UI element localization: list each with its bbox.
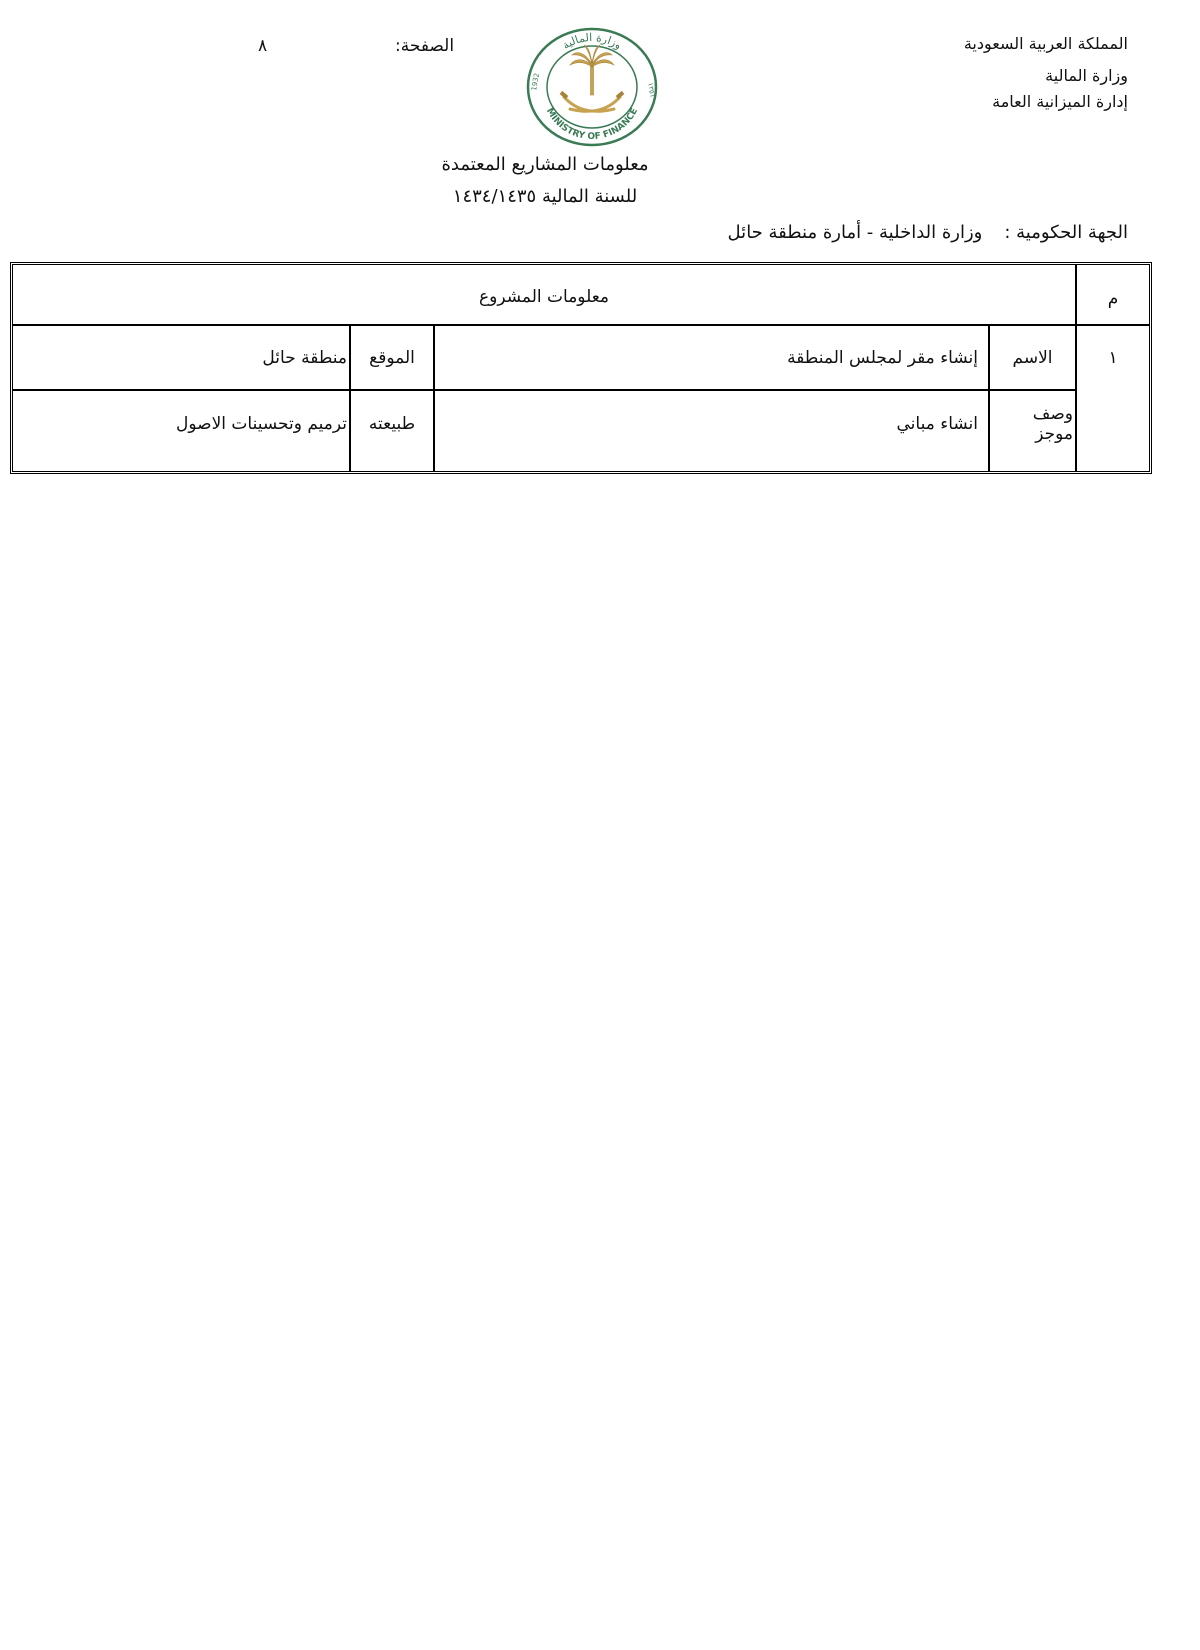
document-title: معلومات المشاريع المعتمدة <box>441 154 649 175</box>
logo-english-text: MINISTRY OF FINANCE <box>543 106 641 143</box>
logo-arabic-text: وزارة المالية <box>559 30 625 53</box>
page-label: الصفحة: <box>395 36 455 56</box>
svg-text:وزارة المالية <box>560 31 624 52</box>
project-table <box>10 262 1152 474</box>
description-label: وصف موجز <box>1032 404 1073 444</box>
logo-year-right: ١٣٥١ <box>646 81 657 99</box>
palm-icon <box>570 45 614 95</box>
logo-year-left: 1932 <box>530 72 542 92</box>
header-project-info: معلومات المشروع <box>478 286 610 307</box>
org-line-department: إدارة الميزانية العامة <box>992 92 1128 111</box>
location-value: منطقة حائل <box>262 347 347 368</box>
org-line-kingdom: المملكة العربية السعودية <box>963 34 1128 53</box>
description-value: انشاء مباني <box>896 414 978 434</box>
location-label: الموقع <box>369 347 415 368</box>
fiscal-year-subtitle: للسنة المالية ١٤٣٤/١٤٣٥ <box>452 186 638 207</box>
page-number: ٨ <box>258 36 268 56</box>
header-index: م <box>1107 288 1119 309</box>
name-label: الاسم <box>1012 347 1053 368</box>
name-value: إنشاء مقر لمجلس المنطقة <box>787 347 978 368</box>
crossed-swords-icon <box>564 97 620 111</box>
government-entity <box>728 222 1128 243</box>
org-line-ministry: وزارة المالية <box>1045 66 1128 85</box>
entity-value: وزارة الداخلية - أمارة منطقة حائل <box>727 222 983 243</box>
row-index: ١ <box>1108 348 1118 368</box>
ministry-of-finance-emblem-icon <box>522 27 662 147</box>
entity-label: الجهة الحكومية : <box>1004 222 1128 243</box>
nature-label: طبيعته <box>368 414 416 434</box>
nature-value: ترميم وتحسينات الاصول <box>176 414 347 434</box>
